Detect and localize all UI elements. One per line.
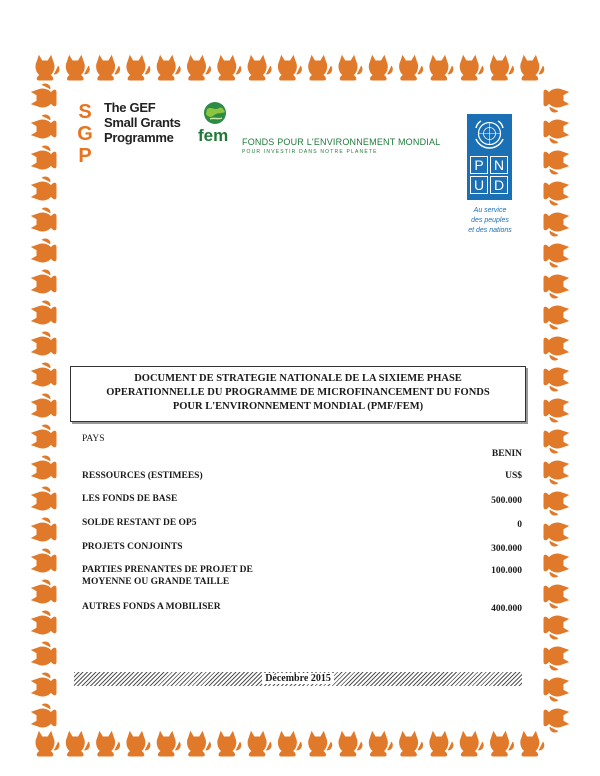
cat-icon-44 (32, 394, 56, 417)
cat-icon-61 (544, 275, 568, 298)
cat-icon-14 (460, 56, 483, 80)
cat-icon-26 (309, 732, 332, 756)
cat-icon-10 (339, 56, 362, 80)
pnud-letter-p: P (470, 156, 488, 174)
cat-icon-11 (369, 56, 392, 80)
cat-icon-48 (32, 518, 56, 541)
document-date-text: Décembre 2015 (262, 673, 334, 684)
row-label-projets-conjoints: PROJETS CONJOINTS (82, 542, 183, 552)
cat-icon-6 (218, 56, 241, 80)
cat-icon-15 (491, 56, 514, 80)
pnud-tagline-line-2: des peuples (471, 217, 509, 224)
cat-icon-64 (544, 368, 568, 391)
cat-icon-35 (32, 115, 56, 138)
cat-icon-28 (369, 732, 392, 756)
cat-icon-16 (521, 56, 544, 80)
title-line-2: OPERATIONNELLE DU PROGRAMME DE MICROFINANCEMENT DU FONDS (106, 387, 490, 398)
cat-icon-41 (32, 301, 56, 324)
cat-icon-3 (127, 56, 150, 80)
cat-icon-9 (309, 56, 332, 80)
title-line-3: POUR L'ENVIRONNEMENT MONDIAL (PMF/FEM) (172, 401, 424, 412)
row-label-solde-restant: SOLDE RESTANT DE OP5 (82, 518, 197, 528)
cat-icon-5 (188, 56, 211, 80)
fem-title: FONDS POUR L'ENVIRONNEMENT MONDIAL (242, 137, 441, 147)
cat-icon-54 (32, 704, 56, 727)
sgp-letter-s: S (78, 101, 92, 123)
cat-icon-66 (544, 430, 568, 453)
cat-icon-0 (36, 56, 59, 80)
cat-icon-62 (544, 306, 568, 329)
cat-icon-33 (521, 732, 544, 756)
fem-logo (196, 100, 441, 160)
cat-icon-46 (32, 456, 56, 479)
pays-value: BENIN (491, 449, 522, 459)
row-value-solde-restant: 0 (517, 520, 522, 530)
cat-icon-32 (491, 732, 514, 756)
cat-icon-58 (544, 182, 568, 205)
cat-icon-8 (278, 56, 301, 80)
row-value-fonds-de-base: 500.000 (491, 496, 522, 506)
cat-icon-22 (188, 732, 211, 756)
cat-icon-59 (544, 213, 568, 236)
cat-icon-51 (32, 611, 56, 634)
pnud-letter-grid (470, 156, 509, 196)
title-line-1: DOCUMENT DE STRATEGIE NATIONALE DE LA SIXIEME PHASE (134, 373, 462, 384)
globe-icon (202, 100, 228, 126)
pnud-tagline-line-1: Au service (473, 207, 507, 214)
cat-icon-40 (32, 270, 56, 293)
cat-icon-47 (32, 487, 56, 510)
cat-icon-72 (544, 616, 568, 639)
pnud-logo (467, 114, 517, 249)
pays-label: PAYS (82, 434, 105, 444)
sgp-line-2: Small Grants (104, 115, 181, 130)
document-title-box (70, 366, 526, 422)
cat-icon-43 (32, 363, 56, 386)
cat-icon-67 (544, 461, 568, 484)
cat-icon-2 (97, 56, 120, 80)
cat-icon-18 (66, 732, 89, 756)
cat-icon-7 (248, 56, 271, 80)
cat-icon-53 (32, 673, 56, 696)
pnud-letter-d: D (490, 176, 508, 194)
cat-icon-34 (32, 84, 56, 107)
cat-icon-65 (544, 399, 568, 422)
cat-icon-57 (544, 151, 568, 174)
cat-icon-39 (32, 239, 56, 262)
pnud-tagline-line-3: et des nations (468, 227, 512, 234)
cat-icon-74 (544, 678, 568, 701)
cat-icon-68 (544, 492, 568, 515)
cat-icon-4 (157, 56, 180, 80)
cat-icon-71 (544, 585, 568, 608)
cat-icon-75 (544, 709, 568, 732)
sgp-letter-p: P (78, 145, 92, 166)
cat-icon-55 (544, 89, 568, 112)
un-emblem-icon (473, 117, 506, 150)
sgp-logo-letters (74, 98, 96, 166)
fem-subtitle: POUR INVESTIR DANS NOTRE PLANÈTE (242, 149, 378, 155)
cat-icon-1 (66, 56, 89, 80)
cat-icon-70 (544, 554, 568, 577)
cat-icon-24 (248, 732, 271, 756)
cat-icon-27 (339, 732, 362, 756)
cat-icon-56 (544, 120, 568, 143)
row-value-autres-fonds: 400.000 (491, 604, 522, 614)
row-label-fonds-de-base: LES FONDS DE BASE (82, 494, 178, 504)
cat-icon-36 (32, 146, 56, 169)
sgp-logo-text (104, 100, 181, 145)
date-band (74, 672, 522, 686)
sgp-line-3: Programme (104, 130, 174, 145)
row-label-autres-fonds: AUTRES FONDS A MOBILISER (82, 602, 221, 612)
cat-icon-25 (278, 732, 301, 756)
pnud-letter-u: U (470, 176, 488, 194)
ressources-label: RESSOURCES (ESTIMEES) (82, 471, 203, 481)
cat-icon-30 (430, 732, 453, 756)
pnud-logo-box (467, 114, 512, 200)
cat-icon-50 (32, 580, 56, 603)
sgp-letter-g: G (77, 123, 93, 145)
document-title (77, 372, 519, 414)
row-label-parties-prenantes-2: MOYENNE OU GRANDE TAILLE (82, 577, 230, 587)
sgp-logo (74, 98, 184, 168)
cat-icon-23 (218, 732, 241, 756)
cat-icon-31 (460, 732, 483, 756)
cat-icon-42 (32, 332, 56, 355)
currency-label: US$ (505, 471, 522, 481)
pnud-tagline (455, 206, 525, 236)
cat-icon-60 (544, 244, 568, 267)
cat-icon-17 (36, 732, 59, 756)
cat-icon-20 (127, 732, 150, 756)
cat-icon-19 (97, 732, 120, 756)
cat-icon-37 (32, 177, 56, 200)
document-date (74, 672, 522, 686)
row-value-projets-conjoints: 300.000 (491, 544, 522, 554)
cat-icon-69 (544, 523, 568, 546)
cat-icon-49 (32, 549, 56, 572)
row-value-parties-prenantes: 100.000 (491, 566, 522, 576)
cat-icon-38 (32, 208, 56, 231)
pnud-letter-n: N (490, 156, 508, 174)
cat-icon-63 (544, 337, 568, 360)
sgp-line-1: The GEF (104, 100, 156, 115)
row-label-parties-prenantes-1: PARTIES PRENANTES DE PROJET DE (82, 565, 253, 575)
cat-icon-13 (430, 56, 453, 80)
cat-icon-21 (157, 732, 180, 756)
cat-icon-52 (32, 642, 56, 665)
cat-icon-29 (400, 732, 423, 756)
cat-icon-45 (32, 425, 56, 448)
fem-wordmark: fem (198, 126, 229, 145)
cat-icon-12 (400, 56, 423, 80)
cat-icon-73 (544, 647, 568, 670)
